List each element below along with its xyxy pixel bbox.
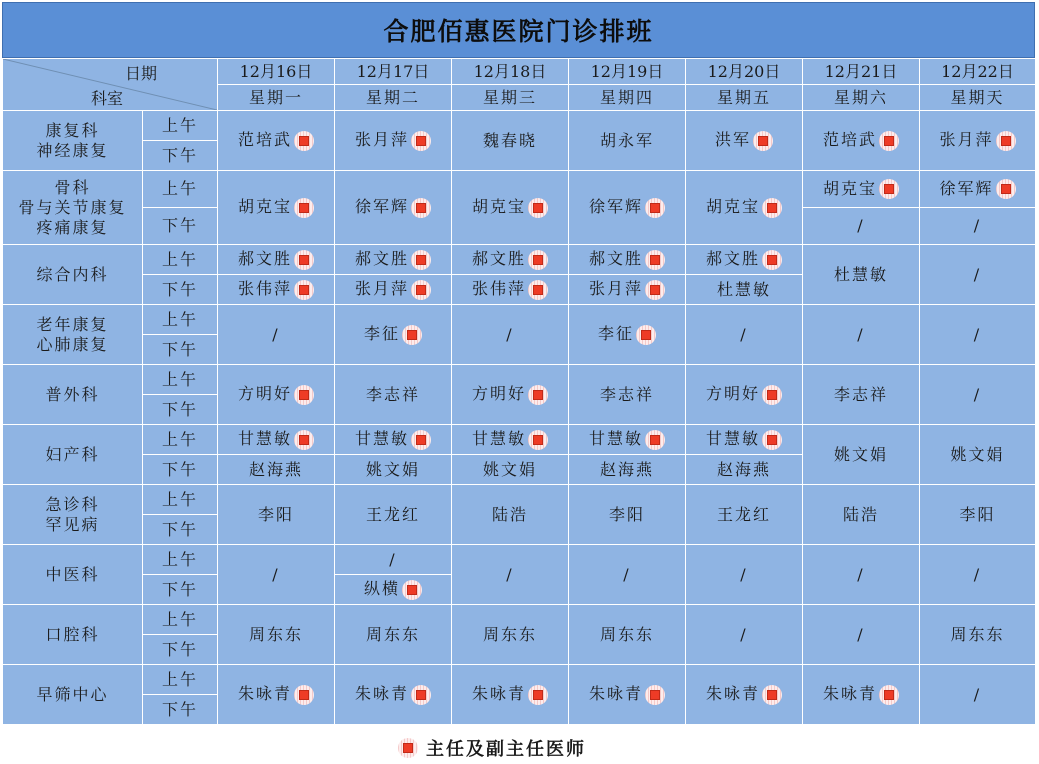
schedule-row-am	[3, 171, 1036, 208]
doctor-cell	[335, 665, 452, 725]
doctor-cell	[920, 245, 1036, 305]
weekday-cell: 星期二	[335, 85, 452, 111]
doctor-cell	[569, 455, 686, 485]
director-marker-icon	[645, 280, 665, 300]
doctor-cell	[218, 485, 335, 545]
doctor-cell	[686, 605, 803, 665]
doctor-name: 赵海燕	[716, 459, 771, 479]
weekday-cell: 星期天	[920, 85, 1036, 111]
doctor-name: 周东东	[599, 624, 654, 644]
doctor-cell	[218, 365, 335, 425]
doctor-cell	[686, 111, 803, 171]
doctor-cell	[686, 665, 803, 725]
doctor-cell	[335, 455, 452, 485]
director-marker-icon	[528, 198, 548, 218]
afternoon-label: 下午	[143, 395, 218, 425]
doctor-name: 胡永军	[599, 130, 654, 150]
doctor-name: 徐军辉	[939, 178, 994, 198]
schedule-row-am	[3, 665, 1036, 695]
department-name: 骨科 骨与关节康复 疼痛康复	[3, 171, 143, 245]
doctor-cell	[920, 665, 1036, 725]
doctor-name: 李征	[597, 324, 634, 344]
doctor-name: 朱咏青	[354, 684, 409, 704]
director-marker-icon	[528, 250, 548, 270]
doctor-name: 周东东	[365, 624, 420, 644]
doctor-cell	[569, 605, 686, 665]
doctor-cell	[452, 275, 569, 305]
doctor-cell	[686, 275, 803, 305]
doctor-name: 朱咏青	[588, 684, 643, 704]
department-name: 康复科 神经康复	[3, 111, 143, 171]
doctor-cell	[686, 171, 803, 245]
doctor-name: 姚文娟	[950, 444, 1005, 464]
doctor-name: 甘慧敏	[354, 429, 409, 449]
doctor-name: 朱咏青	[237, 684, 292, 704]
schedule-row-am	[3, 111, 1036, 141]
doctor-name: /	[973, 384, 982, 404]
morning-label: 上午	[143, 485, 218, 515]
doctor-cell	[920, 208, 1036, 245]
doctor-name: /	[506, 324, 514, 344]
morning-label: 上午	[143, 605, 218, 635]
doctor-name: 徐军辉	[354, 197, 409, 217]
doctor-cell	[803, 305, 920, 365]
doctor-name: 方明好	[237, 384, 292, 404]
doctor-name: /	[857, 564, 865, 584]
doctor-cell	[335, 245, 452, 275]
doctor-name: 王龙红	[716, 504, 771, 524]
department-name: 老年康复 心肺康复	[3, 305, 143, 365]
doctor-cell	[803, 171, 920, 208]
director-marker-icon	[762, 198, 782, 218]
weekday-cell: 星期三	[452, 85, 569, 111]
director-marker-icon	[996, 179, 1016, 199]
doctor-name: /	[389, 549, 397, 569]
doctor-cell	[920, 425, 1036, 485]
director-marker-icon	[762, 250, 782, 270]
doctor-cell	[335, 111, 452, 171]
director-marker-icon	[294, 280, 314, 300]
doctor-cell	[452, 245, 569, 275]
date-cell: 12月21日	[803, 59, 920, 85]
doctor-name: 杜慧敏	[716, 279, 771, 299]
doctor-cell	[686, 305, 803, 365]
doctor-cell	[452, 665, 569, 725]
doctor-cell	[452, 111, 569, 171]
date-cell: 12月16日	[218, 59, 335, 85]
doctor-cell	[569, 365, 686, 425]
doctor-cell	[803, 365, 920, 425]
doctor-name: 徐军辉	[588, 197, 643, 217]
director-marker-icon	[528, 685, 548, 705]
weekday-cell: 星期四	[569, 85, 686, 111]
doctor-cell	[218, 665, 335, 725]
doctor-name: 胡克宝	[822, 178, 877, 198]
doctor-name: 李征	[363, 324, 400, 344]
director-marker-icon	[879, 131, 899, 151]
legend	[398, 735, 586, 761]
doctor-name: /	[973, 264, 982, 284]
morning-label: 上午	[143, 365, 218, 395]
doctor-name: 方明好	[705, 384, 760, 404]
doctor-name: 李志祥	[833, 384, 888, 404]
doctor-name: 甘慧敏	[471, 429, 526, 449]
doctor-name: /	[272, 564, 280, 584]
schedule-row-am	[3, 245, 1036, 275]
doctor-cell	[569, 665, 686, 725]
doctor-name: 周东东	[248, 624, 303, 644]
department-name: 口腔科	[3, 605, 143, 665]
department-axis-label: 科室	[91, 89, 124, 108]
doctor-cell	[218, 305, 335, 365]
doctor-name: 郝文胜	[237, 249, 292, 269]
afternoon-label: 下午	[143, 275, 218, 305]
doctor-name: 方明好	[471, 384, 526, 404]
doctor-cell	[803, 208, 920, 245]
doctor-name: 郝文胜	[705, 249, 760, 269]
doctor-name: 张月萍	[588, 279, 643, 299]
afternoon-label: 下午	[143, 455, 218, 485]
doctor-name: 魏春晓	[482, 130, 537, 150]
doctor-cell	[452, 425, 569, 455]
doctor-name: 李阳	[608, 504, 645, 524]
doctor-cell	[335, 425, 452, 455]
schedule-row-am	[3, 305, 1036, 335]
director-marker-icon	[411, 250, 431, 270]
doctor-cell	[452, 305, 569, 365]
doctor-cell	[218, 275, 335, 305]
doctor-name: 赵海燕	[248, 459, 303, 479]
afternoon-label: 下午	[143, 335, 218, 365]
doctor-name: 陆浩	[491, 504, 528, 524]
director-marker-icon	[645, 250, 665, 270]
doctor-name: 张伟萍	[471, 279, 526, 299]
date-cell: 12月22日	[920, 59, 1036, 85]
doctor-cell	[686, 485, 803, 545]
doctor-name: /	[740, 624, 748, 644]
director-marker-icon	[411, 685, 431, 705]
director-marker-icon	[528, 280, 548, 300]
doctor-name: 赵海燕	[599, 459, 654, 479]
doctor-name: 洪军	[714, 130, 751, 150]
schedule-row-am	[3, 425, 1036, 455]
doctor-cell	[218, 605, 335, 665]
doctor-cell	[569, 545, 686, 605]
afternoon-label: 下午	[143, 635, 218, 665]
director-marker-icon	[294, 131, 314, 151]
doctor-cell	[335, 485, 452, 545]
doctor-cell	[920, 365, 1036, 425]
doctor-name: 李阳	[959, 504, 996, 524]
director-marker-icon	[762, 685, 782, 705]
director-marker-icon	[402, 325, 422, 345]
doctor-name: 张月萍	[939, 130, 994, 150]
doctor-cell	[803, 665, 920, 725]
doctor-cell	[335, 171, 452, 245]
doctor-name: 陆浩	[842, 504, 879, 524]
doctor-name: 范培武	[237, 130, 292, 150]
doctor-cell	[569, 245, 686, 275]
doctor-cell	[452, 485, 569, 545]
doctor-name: /	[857, 216, 865, 235]
doctor-cell	[803, 545, 920, 605]
morning-label: 上午	[143, 245, 218, 275]
doctor-name: 姚文娟	[365, 459, 420, 479]
date-cell: 12月18日	[452, 59, 569, 85]
doctor-name: 张伟萍	[237, 279, 292, 299]
director-marker-icon	[996, 131, 1016, 151]
doctor-name: /	[973, 564, 982, 584]
doctor-cell	[686, 365, 803, 425]
afternoon-label: 下午	[143, 208, 218, 245]
doctor-cell	[452, 171, 569, 245]
schedule-row-am	[3, 545, 1036, 575]
doctor-cell	[569, 111, 686, 171]
director-marker-icon	[528, 385, 548, 405]
doctor-name: 郝文胜	[471, 249, 526, 269]
doctor-cell	[335, 365, 452, 425]
doctor-name: 杜慧敏	[833, 264, 888, 284]
director-marker-icon	[762, 385, 782, 405]
director-marker-icon	[411, 198, 431, 218]
director-marker-icon	[762, 430, 782, 450]
doctor-name: 甘慧敏	[705, 429, 760, 449]
director-marker-icon	[402, 580, 422, 600]
director-marker-icon	[645, 685, 665, 705]
schedule-table	[2, 58, 1036, 725]
director-marker-icon	[294, 685, 314, 705]
director-marker-icon	[753, 131, 773, 151]
director-marker-icon	[528, 430, 548, 450]
department-name: 普外科	[3, 365, 143, 425]
director-marker-icon	[294, 385, 314, 405]
doctor-cell	[686, 425, 803, 455]
department-name: 妇产科	[3, 425, 143, 485]
doctor-name: 周东东	[950, 624, 1005, 644]
doctor-name: 朱咏青	[471, 684, 526, 704]
doctor-cell	[920, 305, 1036, 365]
doctor-name: /	[857, 324, 865, 344]
date-axis-label: 日期	[124, 64, 157, 83]
weekday-cell: 星期一	[218, 85, 335, 111]
doctor-cell	[920, 171, 1036, 208]
department-name: 综合内科	[3, 245, 143, 305]
doctor-cell	[803, 485, 920, 545]
director-marker-icon	[645, 430, 665, 450]
department-name: 早筛中心	[3, 665, 143, 725]
doctor-cell	[686, 245, 803, 275]
morning-label: 上午	[143, 111, 218, 141]
director-marker-icon	[411, 131, 431, 151]
date-cell: 12月17日	[335, 59, 452, 85]
doctor-cell	[335, 305, 452, 365]
doctor-name: /	[740, 324, 748, 344]
doctor-name: 李阳	[257, 504, 294, 524]
morning-label: 上午	[143, 425, 218, 455]
director-marker-icon	[879, 685, 899, 705]
doctor-name: 李志祥	[365, 384, 420, 404]
doctor-name: 甘慧敏	[237, 429, 292, 449]
doctor-name: 朱咏青	[822, 684, 877, 704]
doctor-cell	[452, 545, 569, 605]
doctor-cell	[569, 485, 686, 545]
director-marker-icon	[645, 198, 665, 218]
doctor-name: /	[272, 324, 280, 344]
director-marker-icon	[636, 325, 656, 345]
doctor-cell	[686, 545, 803, 605]
doctor-cell	[569, 305, 686, 365]
morning-label: 上午	[143, 545, 218, 575]
department-name: 急诊科 罕见病	[3, 485, 143, 545]
afternoon-label: 下午	[143, 515, 218, 545]
doctor-name: 郝文胜	[588, 249, 643, 269]
doctor-name: /	[973, 216, 982, 235]
doctor-cell	[569, 425, 686, 455]
morning-label: 上午	[143, 305, 218, 335]
doctor-name: 张月萍	[354, 279, 409, 299]
page-title: 合肥佰惠医院门诊排班	[2, 2, 1035, 58]
doctor-cell	[803, 111, 920, 171]
doctor-cell	[335, 545, 452, 575]
doctor-cell	[335, 575, 452, 605]
doctor-cell	[920, 485, 1036, 545]
date-cell: 12月20日	[686, 59, 803, 85]
director-marker-icon	[294, 250, 314, 270]
date-cell: 12月19日	[569, 59, 686, 85]
legend-label: 主任及副主任医师	[426, 739, 586, 760]
afternoon-label: 下午	[143, 575, 218, 605]
doctor-cell	[569, 275, 686, 305]
director-marker-icon	[294, 430, 314, 450]
doctor-cell	[218, 111, 335, 171]
doctor-name: 纵横	[363, 579, 400, 599]
weekday-cell: 星期五	[686, 85, 803, 111]
doctor-name: 胡克宝	[471, 197, 526, 217]
doctor-cell	[803, 605, 920, 665]
schedule-row-am	[3, 365, 1036, 395]
director-marker-icon	[294, 198, 314, 218]
doctor-name: 李志祥	[599, 384, 654, 404]
doctor-name: 姚文娟	[833, 444, 888, 464]
doctor-cell	[335, 275, 452, 305]
date-row	[3, 59, 1036, 85]
doctor-cell	[569, 171, 686, 245]
doctor-name: /	[740, 564, 748, 584]
doctor-cell	[218, 245, 335, 275]
morning-label: 上午	[143, 171, 218, 208]
doctor-cell	[686, 455, 803, 485]
doctor-name: 郝文胜	[354, 249, 409, 269]
doctor-name: 甘慧敏	[588, 429, 643, 449]
department-name: 中医科	[3, 545, 143, 605]
doctor-cell	[218, 455, 335, 485]
doctor-name: 张月萍	[354, 130, 409, 150]
doctor-cell	[452, 455, 569, 485]
doctor-name: /	[857, 624, 865, 644]
doctor-name: /	[973, 324, 982, 344]
doctor-cell	[920, 111, 1036, 171]
doctor-cell	[335, 605, 452, 665]
doctor-name: 范培武	[822, 130, 877, 150]
doctor-name: 周东东	[482, 624, 537, 644]
doctor-cell	[218, 425, 335, 455]
doctor-cell	[920, 605, 1036, 665]
schedule-row-am	[3, 605, 1036, 635]
doctor-name: 胡克宝	[705, 197, 760, 217]
weekday-cell: 星期六	[803, 85, 920, 111]
director-marker-icon	[879, 179, 899, 199]
afternoon-label: 下午	[143, 141, 218, 171]
schedule-row-am	[3, 485, 1036, 515]
doctor-name: 王龙红	[365, 504, 420, 524]
header-corner	[3, 59, 218, 111]
morning-label: 上午	[143, 665, 218, 695]
doctor-name: 姚文娟	[482, 459, 537, 479]
doctor-name: /	[506, 564, 514, 584]
doctor-name: /	[973, 684, 982, 704]
doctor-name: 朱咏青	[705, 684, 760, 704]
doctor-cell	[920, 545, 1036, 605]
director-marker-icon	[411, 280, 431, 300]
afternoon-label: 下午	[143, 695, 218, 725]
doctor-cell	[803, 245, 920, 305]
doctor-name: /	[623, 564, 631, 584]
doctor-cell	[803, 425, 920, 485]
doctor-name: 胡克宝	[237, 197, 292, 217]
doctor-cell	[452, 365, 569, 425]
director-marker-icon	[398, 738, 418, 758]
doctor-cell	[218, 545, 335, 605]
director-marker-icon	[411, 430, 431, 450]
doctor-cell	[452, 605, 569, 665]
doctor-cell	[218, 171, 335, 245]
